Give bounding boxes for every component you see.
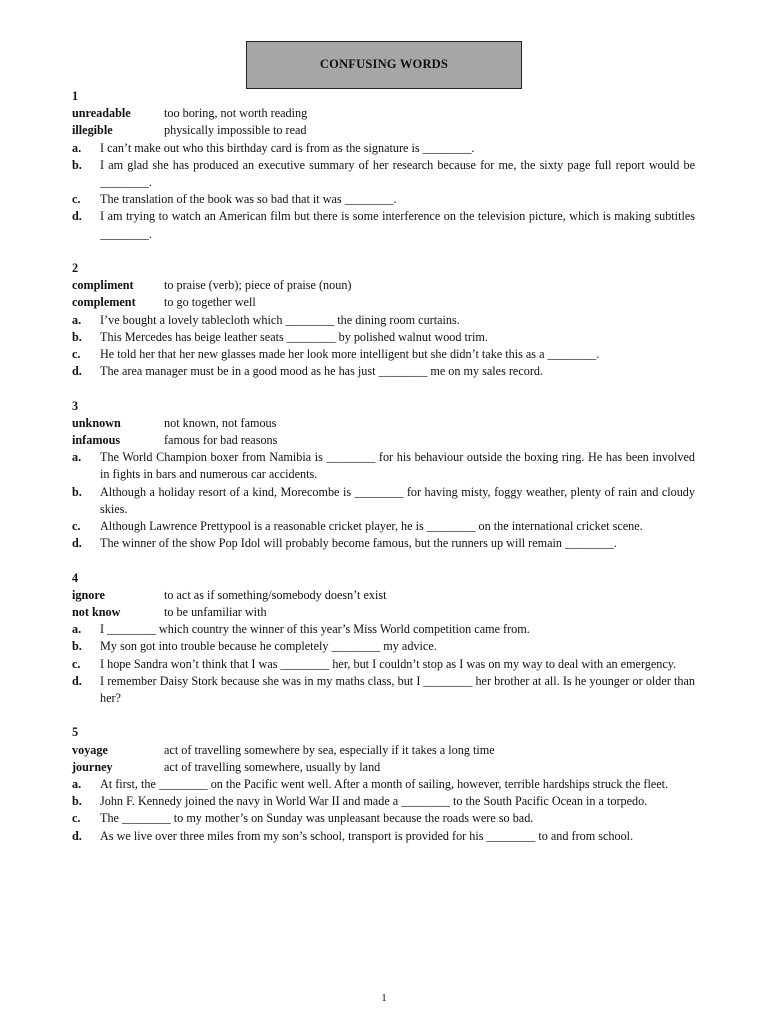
question-letter: c. <box>72 192 81 207</box>
question-letter: a. <box>72 776 82 791</box>
definition-word: illegible <box>72 123 113 138</box>
question-text: I hope Sandra won’t think that I was ________ her, but I couldn’t stop as I was on my way to deal with an emergency. <box>100 656 677 671</box>
exercise-section <box>72 724 695 844</box>
question-letter: c. <box>72 519 81 533</box>
definition-row <box>72 122 695 139</box>
definition-meaning: to act as if something/somebody doesn’t exist <box>164 587 387 602</box>
question-letter: c. <box>72 811 81 826</box>
definition-word: ignore <box>72 587 105 602</box>
definition-meaning: to go together well <box>164 295 256 310</box>
question-text: I can’t make out who this birthday card is from as the signature is ________. <box>100 140 475 155</box>
definition-row <box>72 432 695 449</box>
question-item <box>72 191 695 208</box>
question-item <box>72 828 695 845</box>
question-item <box>72 673 695 707</box>
question-letter: b. <box>72 484 82 499</box>
exercise-section <box>72 398 695 553</box>
question-text: The World Champion boxer from Namibia is ________ for his behaviour outside the boxing ring. He has been involved in fights in bars and numerous car accidents. <box>100 450 695 482</box>
definition-row <box>72 604 695 621</box>
definition-meaning: famous for bad reasons <box>164 432 278 447</box>
exercise-content <box>72 88 695 862</box>
section-number: 1 <box>72 89 79 103</box>
definition-word: journey <box>72 759 113 774</box>
question-text: My son got into trouble because he completely ________ my advice. <box>100 639 437 654</box>
definition-word: voyage <box>72 742 108 757</box>
question-item <box>72 776 695 793</box>
definition-row <box>72 277 695 294</box>
question-item <box>72 208 695 242</box>
page-number: 1 <box>381 992 387 1004</box>
exercise-section <box>72 88 695 243</box>
question-text: John F. Kennedy joined the navy in World War II and made a ________ to the South Pacific Ocean in a torpedo. <box>100 794 648 809</box>
question-text: The translation of the book was so bad that it was ________. <box>100 192 397 207</box>
question-item <box>72 810 695 827</box>
question-letter: d. <box>72 364 82 379</box>
question-text: I ________ which country the winner of this year’s Miss World competition came from. <box>100 622 530 637</box>
question-letter: b. <box>72 639 82 654</box>
definition-meaning: act of travelling somewhere by sea, especially if it takes a long time <box>164 742 495 757</box>
question-text: I am trying to watch an American film but there is some interference on the television picture, which is making subtitles ________. <box>100 209 695 241</box>
definition-word: infamous <box>72 432 121 447</box>
definition-meaning: too boring, not worth reading <box>164 106 308 121</box>
question-text: At first, the ________ on the Pacific went well. After a month of sailing, however, terrible hardships struck the fleet. <box>100 776 669 791</box>
question-letter: b. <box>72 157 82 172</box>
definition-row <box>72 759 695 776</box>
question-text: Although Lawrence Prettypool is a reasonable cricket player, he is ________ on the international cricket scene. <box>100 519 643 533</box>
question-letter: a. <box>72 622 82 637</box>
definition-meaning: to praise (verb); piece of praise (noun) <box>164 278 352 293</box>
question-text: The ________ to my mother’s on Sunday was unpleasant because the roads were so bad. <box>100 811 534 826</box>
question-letter: c. <box>72 656 81 671</box>
section-number: 2 <box>72 261 79 275</box>
question-text: Although a holiday resort of a kind, Morecombe is ________ for having misty, foggy weather, plenty of rain and cloudy skies. <box>100 484 695 516</box>
question-letter: d. <box>72 828 82 843</box>
definition-word: compliment <box>72 278 134 293</box>
definition-word: not know <box>72 604 121 619</box>
question-text: As we live over three miles from my son’s school, transport is provided for his ________ to and from school. <box>100 828 634 843</box>
definition-row <box>72 294 695 311</box>
definition-row <box>72 742 695 759</box>
question-letter: a. <box>72 140 82 155</box>
question-letter: a. <box>72 312 82 327</box>
definition-meaning: act of travelling somewhere, usually by land <box>164 759 381 774</box>
question-item <box>72 157 695 191</box>
question-item <box>72 793 695 810</box>
question-letter: c. <box>72 347 81 361</box>
question-letter: d. <box>72 536 82 551</box>
question-letter: a. <box>72 450 82 465</box>
section-number: 5 <box>72 725 79 740</box>
question-item <box>72 484 695 518</box>
question-item <box>72 638 695 655</box>
question-text: The area manager must be in a good mood as he has just ________ me on my sales record. <box>100 364 544 379</box>
question-text: I remember Daisy Stork because she was in my maths class, but I ________ her brother at all. Is he younger or older than her? <box>100 673 695 705</box>
page-title: CONFUSING WORDS <box>246 41 522 89</box>
question-item <box>72 535 695 552</box>
question-text: He told her that her new glasses made her look more intelligent but she didn’t take this as a ________. <box>100 347 600 361</box>
question-letter: b. <box>72 329 82 344</box>
definition-row <box>72 105 695 122</box>
definition-word: unreadable <box>72 106 131 121</box>
question-letter: d. <box>72 209 82 224</box>
question-text: The winner of the show Pop Idol will probably become famous, but the runners up will remain ________. <box>100 536 617 551</box>
definition-meaning: physically impossible to read <box>164 123 307 138</box>
exercise-section <box>72 260 695 380</box>
question-item <box>72 329 695 346</box>
question-item <box>72 518 695 535</box>
section-number: 4 <box>72 570 79 585</box>
question-item <box>72 621 695 638</box>
definition-meaning: to be unfamiliar with <box>164 604 267 619</box>
definition-meaning: not known, not famous <box>164 415 277 430</box>
question-letter: d. <box>72 673 82 688</box>
question-item <box>72 312 695 329</box>
definition-row <box>72 415 695 432</box>
exercise-section <box>72 570 695 708</box>
question-letter: b. <box>72 794 82 809</box>
question-item <box>72 449 695 483</box>
question-text: This Mercedes has beige leather seats ________ by polished walnut wood trim. <box>100 329 488 344</box>
definition-word: complement <box>72 295 136 310</box>
question-text: I’ve bought a lovely tablecloth which ________ the dining room curtains. <box>100 312 460 327</box>
question-item <box>72 140 695 157</box>
question-item <box>72 346 695 363</box>
question-item <box>72 656 695 673</box>
definition-row <box>72 587 695 604</box>
question-item <box>72 363 695 380</box>
definition-word: unknown <box>72 415 121 430</box>
question-text: I am glad she has produced an executive summary of her research because for me, the sixty page full report would be ________. <box>100 157 695 189</box>
section-number: 3 <box>72 398 79 413</box>
